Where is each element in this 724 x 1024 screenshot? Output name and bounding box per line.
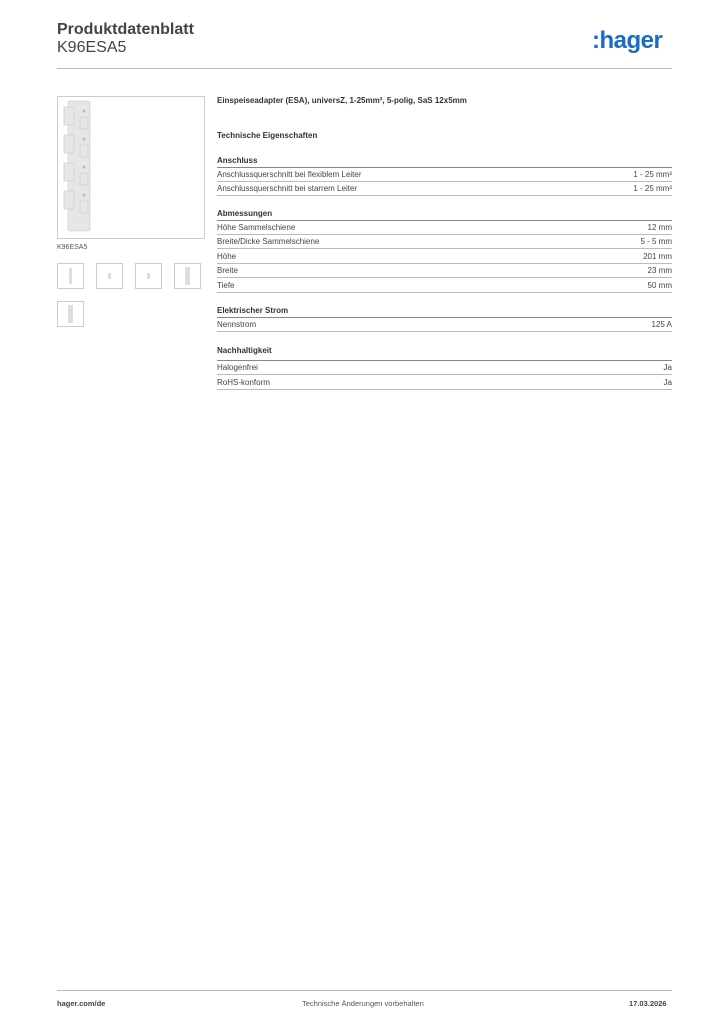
spec-value: 1 - 25 mm² <box>633 184 672 193</box>
spec-value: 125 A <box>651 320 672 329</box>
spec-row <box>217 182 672 196</box>
spec-label: Anschlussquerschnitt bei starrem Leiter <box>217 184 358 193</box>
thumbnail-2[interactable] <box>96 263 123 289</box>
spec-label: Anschlussquerschnitt bei flexiblem Leiter <box>217 170 362 179</box>
footer-date: 17.03.2026 <box>629 999 667 1008</box>
thumbnail-3[interactable] <box>135 263 162 289</box>
header-divider <box>57 68 672 69</box>
hager-logo: :hager <box>592 27 663 54</box>
spec-row <box>217 279 672 293</box>
image-caption: K96ESA5 <box>57 244 88 251</box>
footer-website-link[interactable]: hager.com/de <box>57 999 106 1008</box>
spec-label: Tiefe <box>217 281 235 290</box>
spec-row <box>217 168 672 182</box>
spec-row <box>217 264 672 278</box>
section-heading: Technische Eigenschaften <box>217 131 318 140</box>
spec-label: Breite/Dicke Sammelschiene <box>217 237 320 246</box>
product-title: Einspeiseadapter (ESA), universZ, 1-25mm², 5-polig, SaS 12x5mm <box>217 96 467 105</box>
thumbnail-1[interactable] <box>57 263 84 289</box>
spec-value: 23 mm <box>647 266 672 275</box>
logo-text: hager <box>599 27 663 54</box>
page-subtitle: K96ESA5 <box>57 39 127 56</box>
spec-row <box>217 221 672 235</box>
spec-label: Breite <box>217 266 238 275</box>
product-main-image <box>57 96 205 239</box>
spec-row <box>217 361 672 375</box>
thumbnail-4[interactable] <box>174 263 201 289</box>
spec-value: 12 mm <box>647 223 672 232</box>
page-title: Produktdatenblatt <box>57 21 194 38</box>
group-title-abmessungen: Abmessungen <box>217 209 273 218</box>
spec-value: 50 mm <box>647 281 672 290</box>
group-title-nachhaltigkeit: Nachhaltigkeit <box>217 346 272 355</box>
spec-label: Nennstrom <box>217 320 257 329</box>
spec-label: Höhe Sammelschiene <box>217 223 296 232</box>
spec-label: Höhe <box>217 252 237 261</box>
spec-value: Ja <box>663 378 672 387</box>
spec-value: 201 mm <box>643 252 672 261</box>
spec-value: Ja <box>663 363 672 372</box>
spec-row <box>217 250 672 264</box>
spec-row <box>217 235 672 249</box>
footer-disclaimer: Technische Änderungen vorbehalten <box>302 999 424 1008</box>
footer-divider <box>57 990 672 991</box>
spec-row <box>217 376 672 390</box>
spec-label: Halogenfrei <box>217 363 258 372</box>
spec-row <box>217 318 672 332</box>
group-title-anschluss: Anschluss <box>217 156 258 165</box>
spec-value: 5 - 5 mm <box>640 237 672 246</box>
spec-label: RoHS-konform <box>217 378 270 387</box>
thumbnail-5[interactable] <box>57 301 84 327</box>
group-title-elektrischer-strom: Elektrischer Strom <box>217 306 289 315</box>
spec-value: 1 - 25 mm² <box>633 170 672 179</box>
